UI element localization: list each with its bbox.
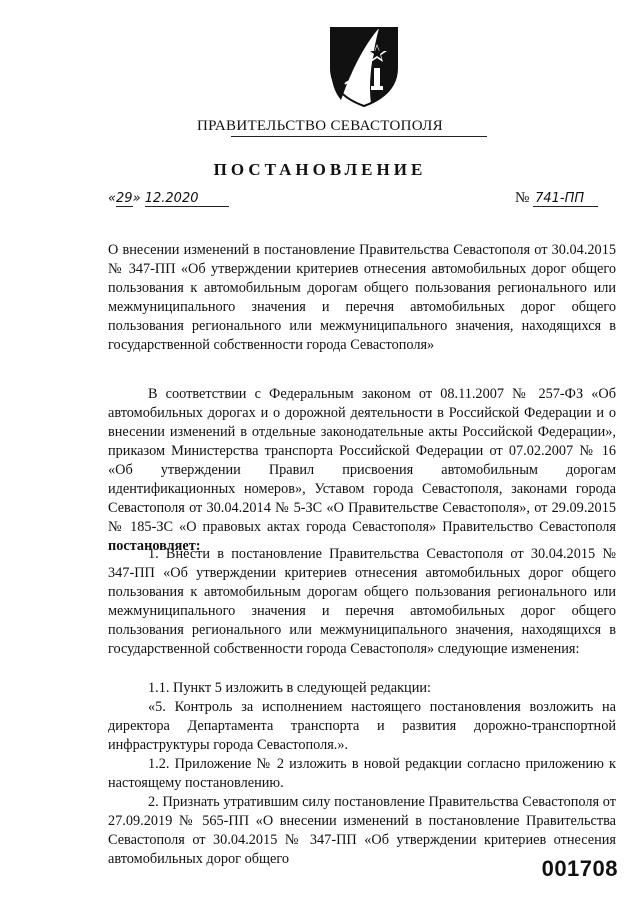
item-1-1-quote: «5. Контроль за исполнением настоящего постановления возложить на директора Департамента транспорта и развития дорожно-транспортной инфраструктуры города Севастополя.». [108,699,616,753]
date-day: 29 [116,191,133,206]
preamble [108,385,616,556]
document-number [515,190,598,207]
date-month-year: 12.2020 [145,191,229,207]
date-open-quote: « [108,191,117,206]
document-title: О внесении изменений в постановление Правительства Севастополя от 30.04.2015 № 347-ПП «Об утверждении критериев отнесения автомобильных дорог общего пользования к автомобильным дорогам общего пользования регионального или межмуниципального значения и перечня автомобильных дорог общего пользования регионального или межмуниципального значения, находящихся в государственной собственности города Севастополя» [108,242,616,353]
number-prefix: № [515,190,534,206]
government-name: ПРАВИТЕЛЬСТВО СЕВАСТОПОЛЯ [197,118,443,134]
date-close-quote: » [132,191,145,206]
number-value: 741-ПП [533,191,598,207]
item-1-1: 1.1. Пункт 5 изложить в следующей редакции: [148,680,431,696]
item-1-2: 1.2. Приложение № 2 изложить в новой редакции согласно приложению к настоящему постановлению. [108,756,616,791]
header-divider [231,136,487,137]
sevastopol-coat-of-arms-icon [327,24,401,108]
document-type-heading: ПОСТАНОВЛЕНИЕ [213,160,427,179]
item-2: 2. Признать утратившим силу постановление Правительства Севастополя от 27.09.2019 № 565-ПП «О внесении изменений в постановление Правительства Севастополя от 30.04.2015 № 347-ПП «Об утверждении критериев отнесения автомобильных дорог общего [108,794,616,867]
item-1: 1. Внести в постановление Правительства Севастополя от 30.04.2015 № 347-ПП «Об утверждении критериев отнесения автомобильных дорог общего пользования к автомобильным дорогам общего пользования регионального или межмуниципального значения и перечня автомобильных дорог общего пользования регионального или межмуниципального значения, находящихся в государственной собственности города Севастополя» следующие изменения: [108,546,616,657]
document-date [108,190,229,207]
preamble-decision-word: постановляет: [108,538,201,554]
preamble-text: В соответствии с Федеральным законом от 08.11.2007 № 257-ФЗ «Об автомобильных дорогах и о дорожной деятельности в Российской Федерации и о внесении изменений в отдельные законодательные акты Российской Федерации», приказом Министерства транспорта Российской Федерации от 07.02.2007 № 16 «Об утверждении Правил присвоения автомобильным дорогам идентификационных номеров», Уставом города Севастополя, законами города Севастополя от 30.04.2014 № 5-ЗС «О Правительстве Севастополя», от 29.09.2015 № 185-ЗС «О правовых актах города Севастополя» Правительство Севастополя [108,386,616,535]
serial-number: 001708 [541,856,618,881]
